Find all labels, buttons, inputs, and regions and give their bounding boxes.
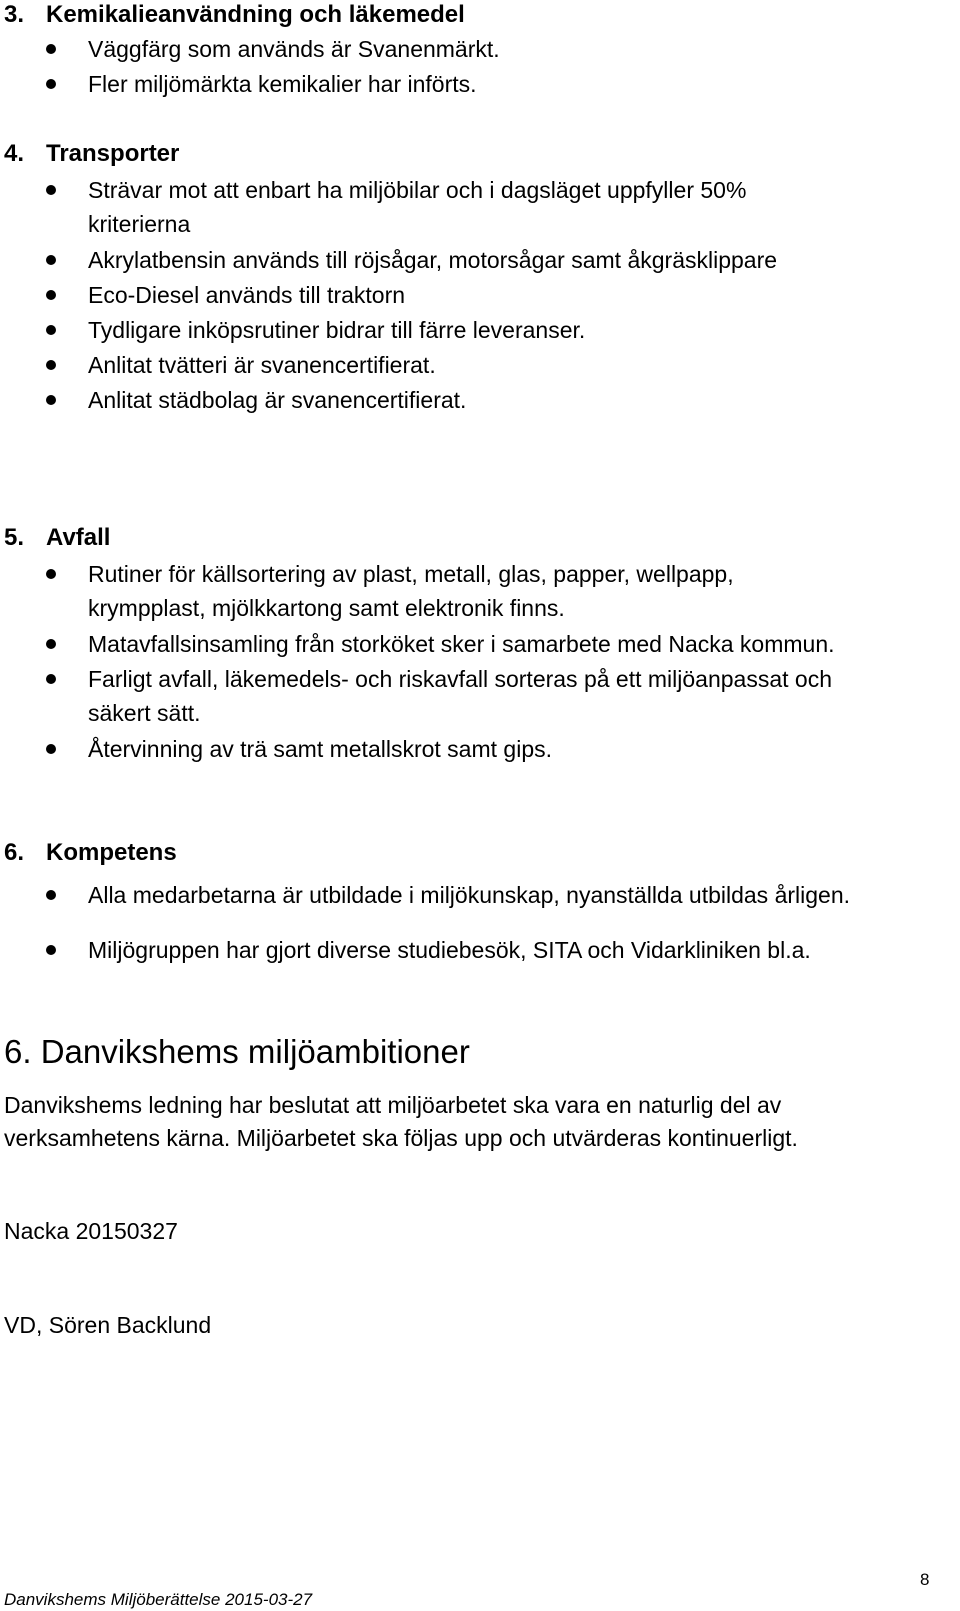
bullet-icon <box>46 44 56 54</box>
bullet-icon <box>46 325 56 335</box>
list-item: Anlitat tvätteri är svanencertifierat. <box>88 352 436 378</box>
page-number: 8 <box>920 1570 930 1589</box>
section-title: Kompetens <box>46 839 177 866</box>
bullet-icon <box>46 360 56 370</box>
list-item: Matavfallsinsamling från storköket sker i samarbete med Nacka kommun. <box>88 631 835 657</box>
list-item: Farligt avfall, läkemedels- och riskavfall sorteras på ett miljöanpassat och <box>88 666 832 692</box>
bullet-icon <box>46 674 56 684</box>
section-number: 5. <box>4 524 25 551</box>
list-item: Rutiner för källsortering av plast, metall, glas, papper, wellpapp, <box>88 561 734 587</box>
list-item: Alla medarbetarna är utbildade i miljökunskap, nyanställda utbildas årligen. <box>88 882 850 908</box>
bullet-icon <box>46 569 56 579</box>
list-item: Väggfärg som används är Svanenmärkt. <box>88 36 500 62</box>
ambitions-paragraph-line: Danvikshems ledning har beslutat att miljöarbetet ska vara en naturlig del av <box>4 1092 782 1118</box>
list-item-continuation: krympplast, mjölkkartong samt elektronik finns. <box>88 595 565 621</box>
list-item: Anlitat städbolag är svanencertifierat. <box>88 387 467 413</box>
section-heading <box>4 524 110 552</box>
section-number: 4. <box>4 140 25 167</box>
list-item-continuation: säkert sätt. <box>88 700 201 726</box>
section-heading <box>4 839 177 867</box>
signature: VD, Sören Backlund <box>4 1312 212 1338</box>
bullet-icon <box>46 185 56 195</box>
place-date: Nacka 20150327 <box>4 1218 178 1244</box>
section-title: Transporter <box>46 140 180 167</box>
list-item: Fler miljömärkta kemikalier har införts. <box>88 71 477 97</box>
section-heading <box>4 140 179 168</box>
list-item: Tydligare inköpsrutiner bidrar till färre leveranser. <box>88 317 586 343</box>
bullet-icon <box>46 890 56 900</box>
list-item: Återvinning av trä samt metallskrot samt gips. <box>88 736 552 762</box>
bullet-icon <box>46 744 56 754</box>
bullet-icon <box>46 79 56 89</box>
ambitions-heading: 6. Danvikshems miljöambitioner <box>4 1033 470 1070</box>
section-title: Kemikalieanvändning och läkemedel <box>46 1 465 28</box>
footer-text: Danvikshems Miljöberättelse 2015-03-27 <box>4 1590 313 1609</box>
list-item: Eco-Diesel används till traktorn <box>88 282 406 308</box>
bullet-icon <box>46 395 56 405</box>
bullet-icon <box>46 290 56 300</box>
list-item: Strävar mot att enbart ha miljöbilar och i dagsläget uppfyller 50% <box>88 177 747 203</box>
bullet-icon <box>46 639 56 649</box>
list-item: Miljögruppen har gjort diverse studiebesök, SITA och Vidarkliniken bl.a. <box>88 937 811 963</box>
section-heading <box>4 1 465 29</box>
section-number: 6. <box>4 839 25 866</box>
section-title: Avfall <box>46 524 111 551</box>
bullet-icon <box>46 255 56 265</box>
bullet-icon <box>46 945 56 955</box>
list-item: Akrylatbensin används till röjsågar, motorsågar samt åkgräsklippare <box>88 247 778 273</box>
ambitions-paragraph-line: verksamhetens kärna. Miljöarbetet ska följas upp och utvärderas kontinuerligt. <box>4 1125 798 1151</box>
section-number: 3. <box>4 1 25 28</box>
list-item-continuation: kriterierna <box>88 211 191 237</box>
